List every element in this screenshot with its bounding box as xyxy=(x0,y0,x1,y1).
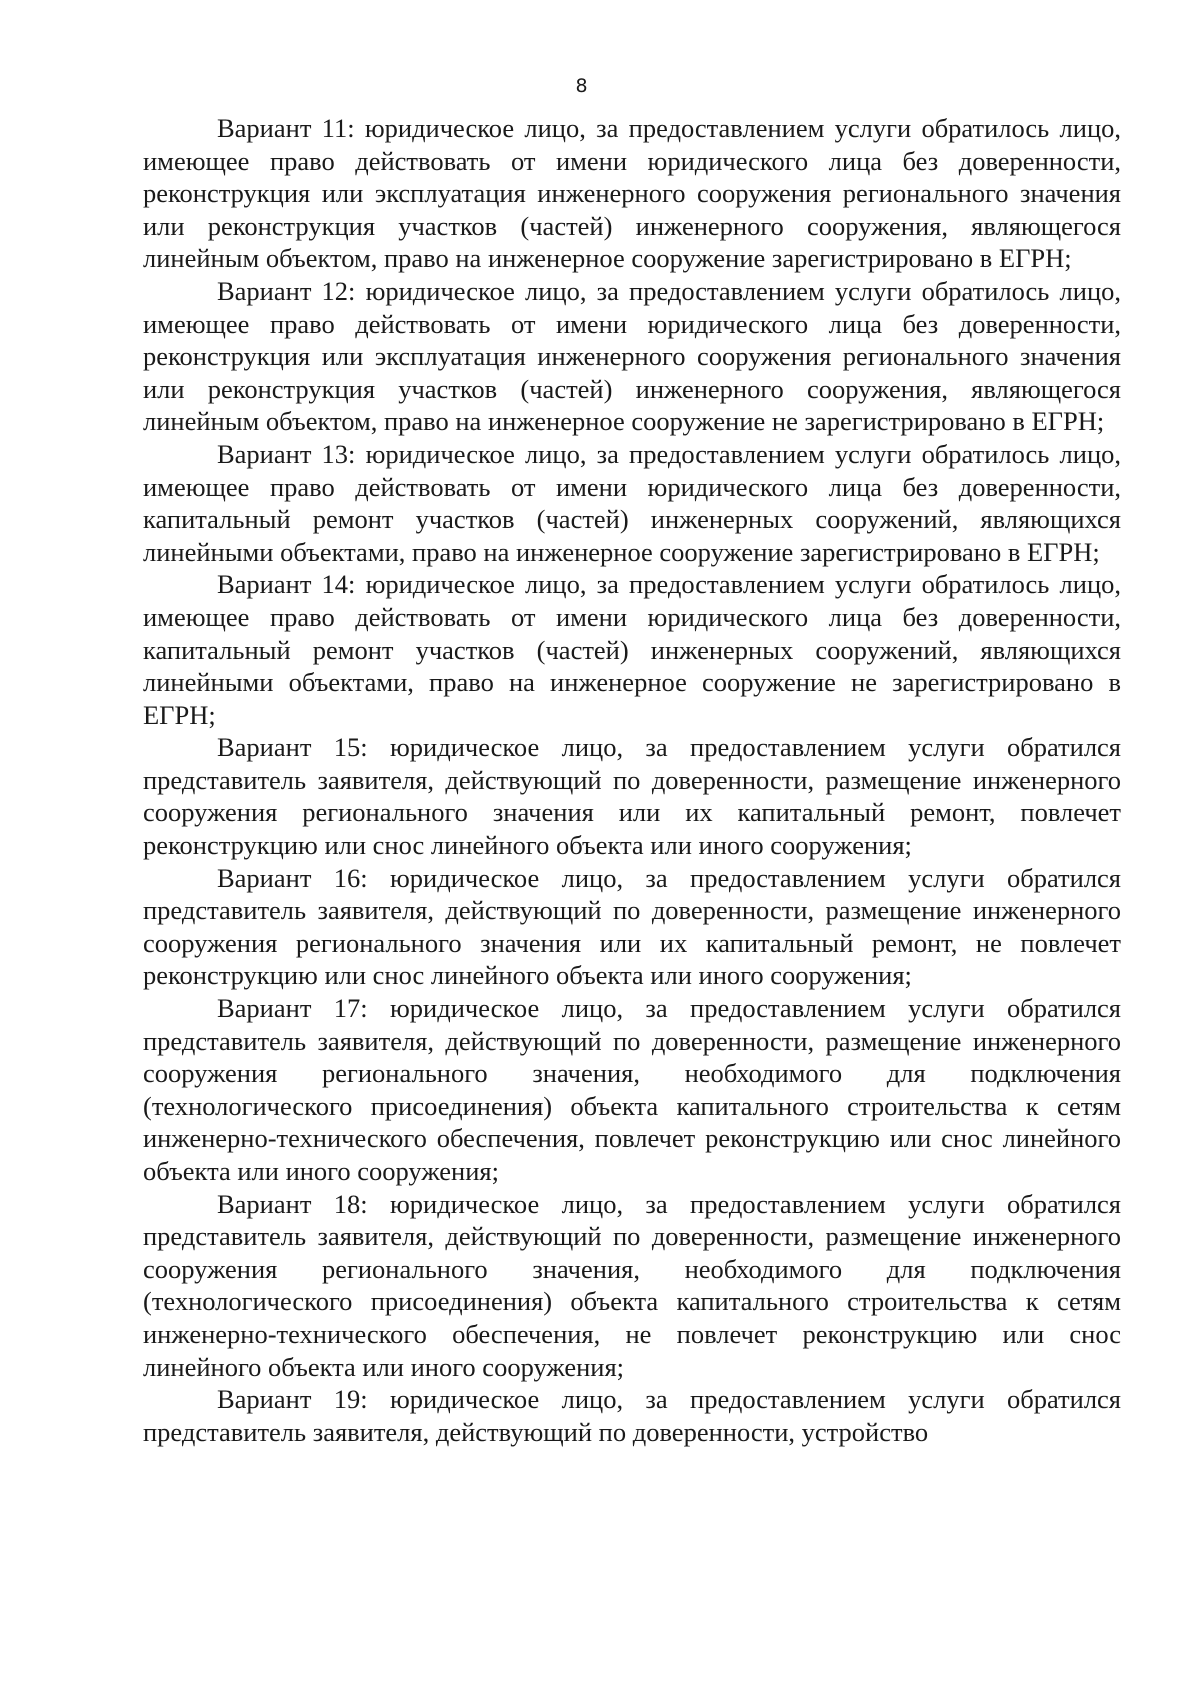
paragraph-variant-11: Вариант 11: юридическое лицо, за предоставлением услуги обратилось лицо, имеющее право действовать от имени юридического лица без доверенности, реконструкция или эксплуатация инженерного сооружения регионального значения или реконструкция участков (частей) инженерного сооружения, являющегося линейным объектом, право на инженерное сооружение зарегистрировано в ЕГРН; xyxy=(143,113,1121,274)
page-number: 8 xyxy=(575,75,588,97)
document-body xyxy=(143,112,1121,1448)
paragraph-variant-12: Вариант 12: юридическое лицо, за предоставлением услуги обратилось лицо, имеющее право действовать от имени юридического лица без доверенности, реконструкция или эксплуатация инженерного сооружения регионального значения или реконструкция участков (частей) инженерного сооружения, являющегося линейным объектом, право на инженерное сооружение не зарегистрировано в ЕГРН; xyxy=(143,275,1121,437)
paragraph-variant-13: Вариант 13: юридическое лицо, за предоставлением услуги обратилось лицо, имеющее право действовать от имени юридического лица без доверенности, капитальный ремонт участков (частей) инженерных сооружений, являющихся линейными объектами, право на инженерное сооружение зарегистрировано в ЕГРН; xyxy=(143,438,1121,567)
paragraph-variant-15: Вариант 15: юридическое лицо, за предоставлением услуги обратился представитель заявителя, действующий по доверенности, размещение инженерного сооружения регионального значения или их капитальный ремонт, повлечет реконструкцию или снос линейного объекта или иного сооружения; xyxy=(143,732,1121,861)
paragraph-variant-18: Вариант 18: юридическое лицо, за предоставлением услуги обратился представитель заявителя, действующий по доверенности, размещение инженерного сооружения регионального значения, необходимого для подключения (технологического присоединения) объекта капитального строительства к сетям инженерно-технического обеспечения, не повлечет реконструкцию или снос линейного объекта или иного сооружения; xyxy=(143,1188,1121,1382)
paragraph-variant-17: Вариант 17: юридическое лицо, за предоставлением услуги обратился представитель заявителя, действующий по доверенности, размещение инженерного сооружения регионального значения, необходимого для подключения (технологического присоединения) объекта капитального строительства к сетям инженерно-технического обеспечения, повлечет реконструкцию или снос линейного объекта или иного сооружения; xyxy=(143,993,1121,1186)
paragraph-variant-14: Вариант 14: юридическое лицо, за предоставлением услуги обратилось лицо, имеющее право действовать от имени юридического лица без доверенности, капитальный ремонт участков (частей) инженерных сооружений, являющихся линейными объектами, право на инженерное сооружение не зарегистрировано в ЕГРН; xyxy=(143,569,1121,730)
paragraph-variant-19: Вариант 19: юридическое лицо, за предоставлением услуги обратился представитель заявителя, действующий по доверенности, устройство xyxy=(143,1384,1121,1447)
paragraph-variant-16: Вариант 16: юридическое лицо, за предоставлением услуги обратился представитель заявителя, действующий по доверенности, размещение инженерного сооружения регионального значения или их капитальный ремонт, не повлечет реконструкцию или снос линейного объекта или иного сооружения; xyxy=(143,862,1121,991)
